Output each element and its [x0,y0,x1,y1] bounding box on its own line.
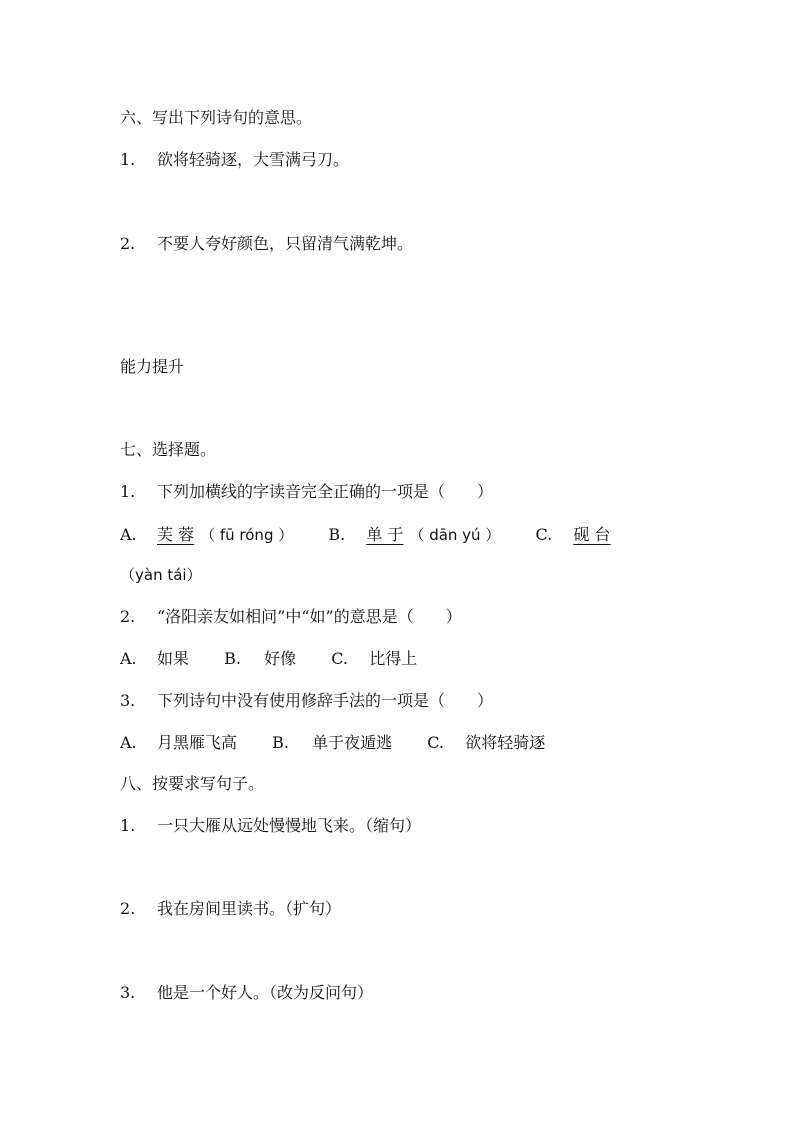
option-b-label: B. [328,525,346,544]
option-a-text: 月黑雁飞高 [157,733,238,752]
option-c-pinyin: （yàn tái） [120,566,202,584]
item-number: 2. [120,234,136,253]
item-number: 1. [120,816,136,835]
item-number: 2. [120,607,136,626]
option-a-text: 如果 [157,649,190,668]
heading-ability: 能力提升 [120,357,185,376]
option-a-word: 芙 蓉 [157,525,195,544]
question-2-options [120,651,417,667]
item-number: 1. [120,150,136,169]
option-b-text: 单于夜遁逃 [312,733,393,752]
option-b-word: 单 于 [366,525,404,544]
question-3-options [120,735,545,751]
section-6-item-1 [120,152,349,168]
option-a-label: A. [120,525,137,544]
option-b-label: B. [272,733,289,752]
question-1-options [120,527,611,543]
question-text: “洛阳亲友如相问”中“如”的意思是（ ） [157,607,462,626]
option-b-pinyin: （ dān yú ） [409,526,501,544]
section-6-item-2 [120,236,413,252]
section-8-item-3 [120,985,373,1001]
option-b-text: 好像 [264,649,297,668]
section-6-title: 六、写出下列诗句的意思。 [120,108,313,127]
question-3 [120,693,493,709]
poem-line: 欲将轻骑逐，大雪满弓刀。 [157,150,350,169]
section-7-title: 七、选择题。 [120,440,217,459]
option-c-word: 砚 台 [573,525,611,544]
item-number: 3. [120,983,136,1002]
option-a-label: A. [120,733,137,752]
question-1 [120,484,493,500]
section-8-title: 八、按要求写句子。 [120,774,265,793]
question-text: 下列加横线的字读音完全正确的一项是（ ） [157,482,494,501]
sentence-task: 我在房间里读书。（扩句） [157,899,342,918]
option-a-pinyin: （ fū róng ） [200,526,294,544]
option-a-label: A. [120,649,137,668]
option-b-label: B. [224,649,241,668]
option-c-text: 欲将轻骑逐 [465,733,546,752]
option-c-text: 比得上 [369,649,418,668]
item-number: 1. [120,482,136,501]
sentence-task: 他是一个好人。（改为反问句） [157,983,374,1002]
item-number: 2. [120,899,136,918]
option-c-label: C. [331,649,348,668]
item-number: 3. [120,691,136,710]
section-8-item-2 [120,901,341,917]
option-c-label: C. [535,525,553,544]
question-text: 下列诗句中没有使用修辞手法的一项是（ ） [157,691,494,710]
poem-line: 不要人夸好颜色，只留清气满乾坤。 [157,234,414,253]
sentence-task: 一只大雁从远处慢慢地飞来。（缩句） [157,816,422,835]
section-8-item-1 [120,818,421,834]
question-2 [120,609,462,625]
option-c-label: C. [427,733,444,752]
